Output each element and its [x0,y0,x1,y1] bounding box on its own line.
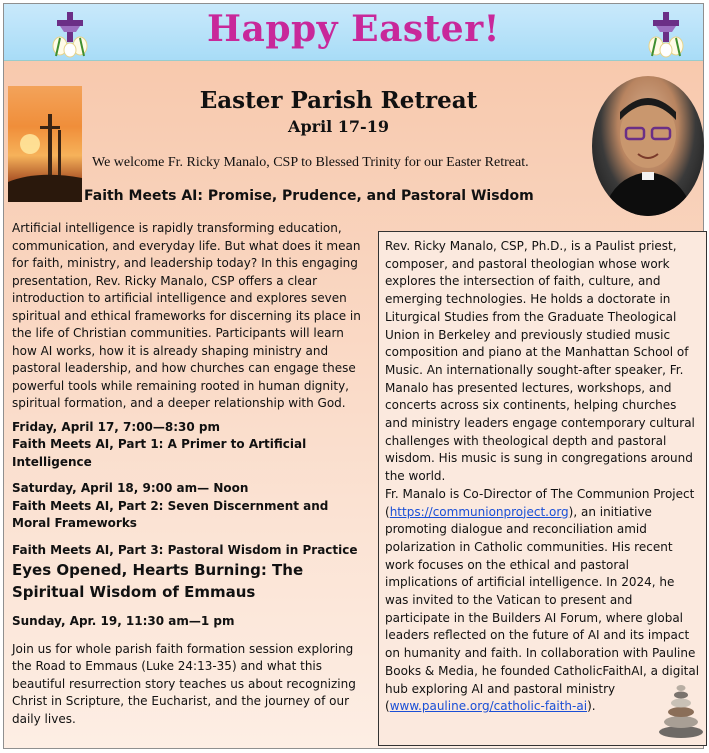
sunset-cross-image [8,86,82,202]
presentation-subtitle: Faith Meets AI: Promise, Prudence, and Pastoral Wisdom [84,188,534,204]
bio-text: ). [587,699,596,714]
retreat-date: April 17-19 [288,117,389,136]
emmaus-heading: Eyes Opened, Hearts Burning: The Spiritual Wisdom of Emmaus [12,561,304,601]
intro-paragraph: Artificial intelligence is rapidly transforming education, communication, and everyday life. But what does it mean for faith, ministry, and leadership today? In this engaging presentation, Rev. Ricky Manalo, CSP offers a clear introduction to artificial intelligence and explores seven spiritual and ethical frameworks for discerning its place in the life of Christian communities. Participants will learn how AI works, how it is already shaping ministry and pastoral leadership, and how churches can engage these powerful tools while remaining rooted in human dignity, spiritual formation, and a deeper relationship with God. [12,221,361,410]
bio-paragraph-1: Rev. Ricky Manalo, CSP, Ph.D., is a Paulist priest, composer, and pastoral theologian whose work explores the intersection of faith, culture, and emerging technologies. He holds a doctorate in Liturgical Studies from the Graduate Theological Union in Berkeley and previously studied music composition and piano at the Manhattan School of Music. An internationally sought-after speaker, Fr. Manalo has presented lectures, workshops, and concerts across six continents, helping churches and ministry leaders engage contemporary cultural challenges with theological depth and pastoral wisdom. His music is sung in congregations around the world. [385,239,695,484]
bio-box [378,231,707,746]
pauline-link[interactable]: www.pauline.org/catholic-faith-ai [389,699,588,714]
session1-time: Friday, April 17, 7:00—8:30 pm [12,419,221,434]
session1-title: Faith Meets AI, Part 1: A Primer to Artificial Intelligence [12,437,307,469]
bio-paragraph-2 [385,486,700,716]
flyer [3,3,704,749]
stacked-stones-image [656,680,706,738]
session2-time: Saturday, April 18, 9:00 am— Noon [12,481,249,495]
left-column [12,220,370,728]
portrait-photo [592,76,704,216]
banner [4,4,703,61]
communion-project-link[interactable]: https://communionproject.org [389,504,569,519]
banner-title: Happy Easter! [207,8,500,50]
session3-title: Faith Meets AI, Part 3: Pastoral Wisdom in Practice [12,542,358,557]
session4-time: Sunday, Apr. 19, 11:30 am—1 pm [12,614,235,628]
cross-lily-icon [642,8,690,58]
bio-text: Fr. Manalo is Co-Director of The Communion Project ( [385,486,695,519]
closing-paragraph: Join us for whole parish faith formation session exploring the Road to Emmaus (Luke 24:13-35) and what this beautiful resurrection story teaches us about recognizing Christ in Scripture, the Eucharist, and the journey of our daily lives. [12,641,356,726]
bio-text: ), an initiative promoting dialogue and reconciliation amid polarization in Catholic communities. His recent work focuses on the ethical and pastoral implications of artificial intelligence. In 2024, he was invited to the Vatican to present and participate in the Builders AI Forum, where global leaders reflected on the future of AI and its impact on humanity and faith. In collaboration with Pauline Books & Media, he founded CatholicFaithAI, a digital hub exploring AI and pastoral ministry ( [385,504,700,714]
retreat-title: Easter Parish Retreat [199,87,478,114]
welcome-line: We welcome Fr. Ricky Manalo, CSP to Blessed Trinity for our Easter Retreat. [92,155,529,170]
session2-title: Faith Meets AI, Part 2: Seven Discernment and Moral Frameworks [12,498,329,530]
